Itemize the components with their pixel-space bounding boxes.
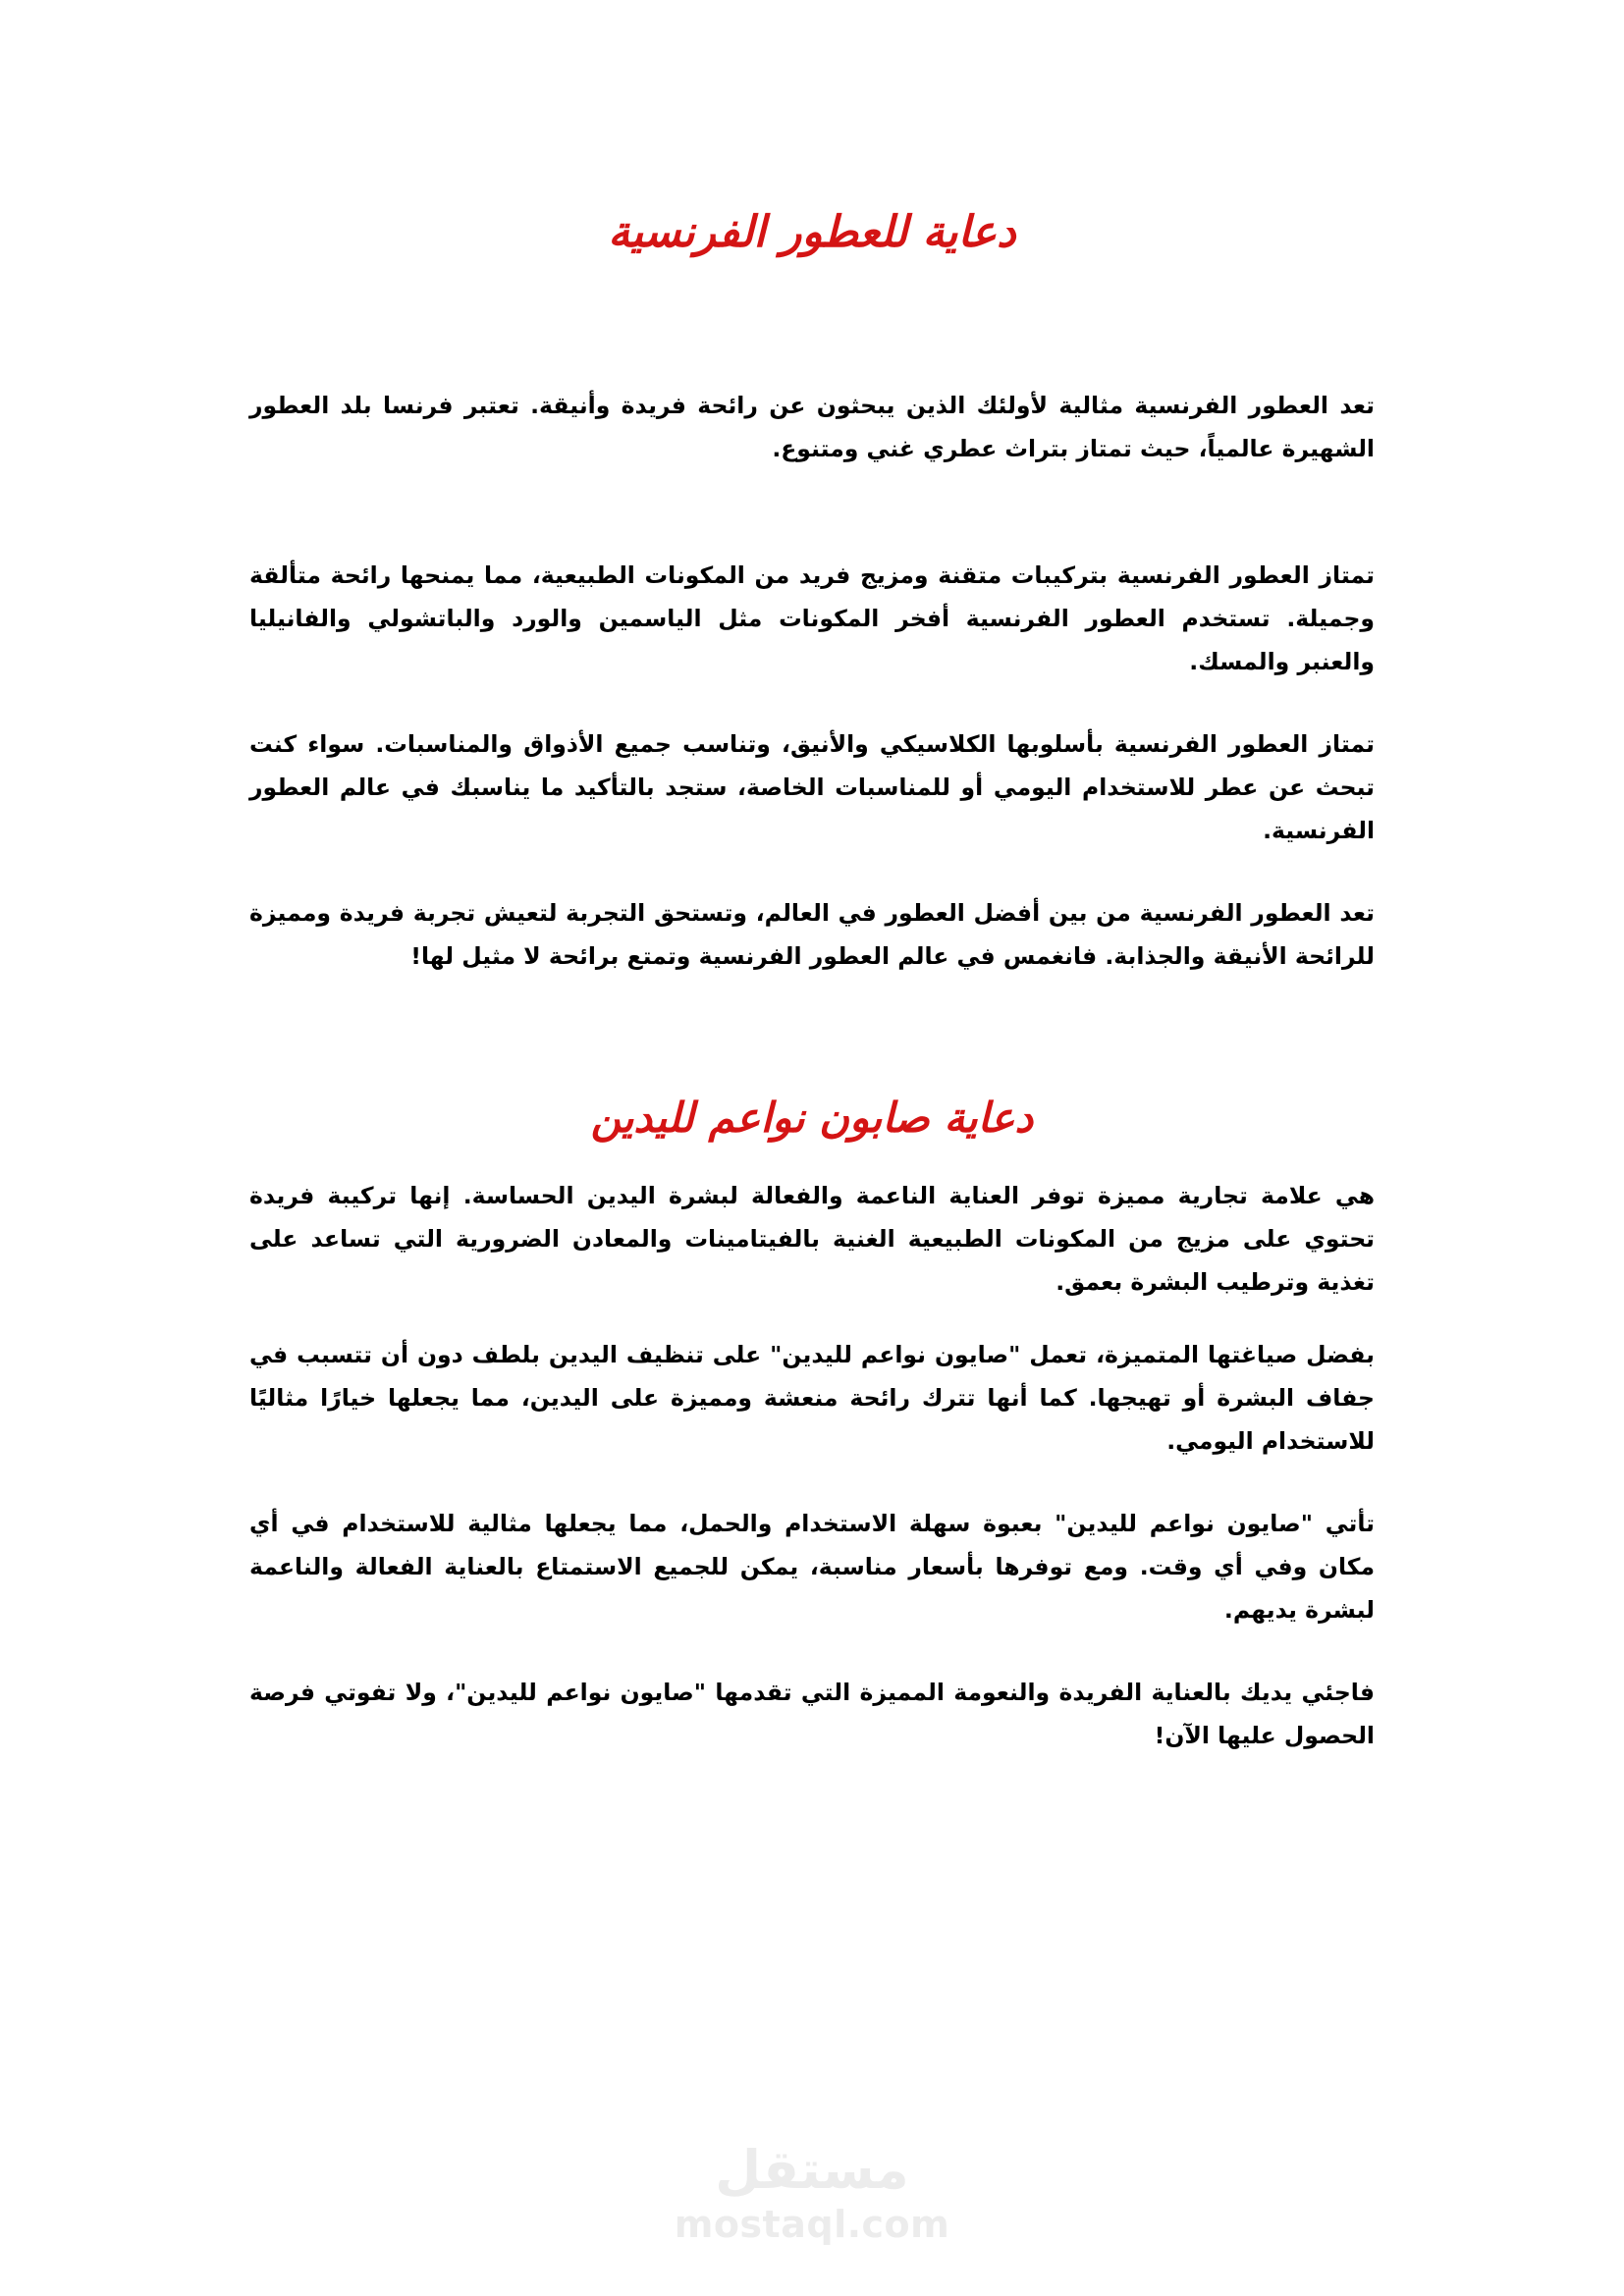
paragraph-hand-soap-1: هي علامة تجارية مميزة توفر العناية الناعمة والفعالة لبشرة اليدين الحساسة. إنها تركيبة فريدة تحتوي على مزيج من المكونات الطبيعية الغنية بالفيتامينات والمعادن الضرورية التي تساعد على تغذية وترطيب البشرة بعمق.	[249, 1181, 1375, 1296]
section-heading-hand-soap: دعاية صابون نواعم لليدين	[590, 1094, 1034, 1143]
paragraph-perfumes-3: تمتاز العطور الفرنسية بأسلوبها الكلاسيكي والأنيق، وتناسب جميع الأذواق والمناسبات. سواء كنت تبحث عن عطر للاستخدام اليومي أو للمناسبات الخاصة، ستجد بالتأكيد ما يناسبك في عالم العطور الفرنسية.	[249, 729, 1375, 844]
paragraph-perfumes-1: تعد العطور الفرنسية مثالية لأولئك الذين يبحثون عن رائحة فريدة وأنيقة. تعتبر فرنسا بلد العطور الشهيرة عالمياً، حيث تمتاز بتراث عطري غني ومتنوع.	[249, 391, 1375, 462]
paragraph-hand-soap-4: فاجئي يديك بالعناية الفريدة والنعومة المميزة التي تقدمها "صايون نواعم لليدين"، ولا تفوتي فرصة الحصول عليها الآن!	[249, 1678, 1375, 1749]
paragraph-perfumes-4: تعد العطور الفرنسية من بين أفضل العطور في العالم، وتستحق التجربة لتعيش تجربة فريدة ومميزة للرائحة الأنيقة والجذابة. فانغمس في عالم العطور الفرنسية وتمتع برائحة لا مثيل لها!	[249, 898, 1375, 970]
mostaql-watermark	[0, 2140, 1624, 2246]
watermark-latin-text: mostaql.com	[674, 2203, 950, 2246]
paragraph-perfumes-2: تمتاز العطور الفرنسية بتركيبات متقنة ومزيج فريد من المكونات الطبيعية، مما يمنحها رائحة متألقة وجميلة. تستخدم العطور الفرنسية أفخر المكونات مثل الياسمين والورد والباتشولي والفانيليا والعنبر والمسك.	[249, 561, 1375, 675]
section-heading-perfumes: دعاية للعطور الفرنسية	[608, 207, 1016, 258]
paragraph-hand-soap-3: تأتي "صايون نواعم لليدين" بعبوة سهلة الاستخدام والحمل، مما يجعلها مثالية للاستخدام في أي مكان وفي أي وقت. ومع توفرها بأسعار مناسبة، يمكن للجميع الاستمتاع بالعناية الفعالة والناعمة لبشرة يديهم.	[249, 1509, 1375, 1624]
watermark-arabic-text: مستقل	[715, 2139, 909, 2201]
paragraph-hand-soap-2: بفضل صياغتها المتميزة، تعمل "صايون نواعم لليدين" على تنظيف اليدين بلطف دون أن تتسبب في جفاف البشرة أو تهيجها. كما أنها تترك رائحة منعشة ومميزة على اليدين، مما يجعلها خيارًا مثاليًا للاستخدام اليومي.	[249, 1340, 1375, 1455]
